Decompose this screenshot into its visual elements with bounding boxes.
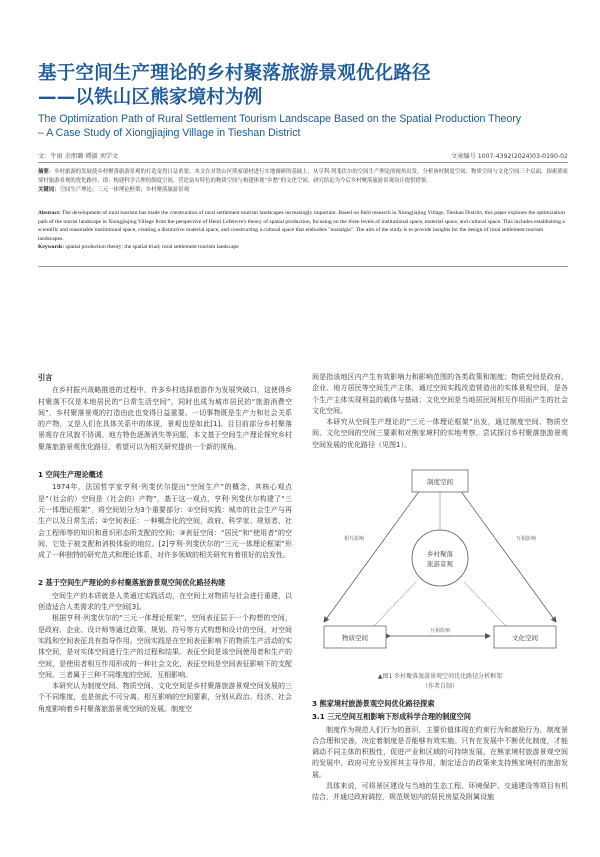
section-2-heading: 2 基于空间生产理论的乡村聚落旅游景观空间优化路径构建 bbox=[38, 578, 226, 588]
center-label-line1: 乡村聚落 bbox=[427, 550, 453, 558]
link-bottom-left bbox=[374, 582, 416, 626]
section-3-1-paragraph-2: 具体来说，可将景区建设与当地的生态工程、环境保护、交通建设等项目有机结合，并通过政府调控，规范规划内的居民房屋及附属设施 bbox=[312, 782, 568, 802]
chinese-abstract bbox=[38, 168, 568, 195]
chinese-title-line2: ——以铁山区熊家境村为例 bbox=[38, 87, 263, 108]
keywords-en-label: Keywords: bbox=[38, 244, 65, 251]
label-cultural-space: 文化空间 bbox=[512, 634, 538, 642]
figure-caption bbox=[312, 672, 568, 692]
keywords-cn: 空间生产理论；三元一体理论框架；乡村聚落旅游景观 bbox=[59, 187, 189, 193]
chinese-title bbox=[38, 62, 431, 110]
document-code: 文章编号 1007-4392(2024)03-0190-02 bbox=[451, 153, 568, 160]
figure-1-diagram bbox=[312, 462, 568, 672]
center-circle bbox=[412, 530, 468, 586]
english-title bbox=[38, 113, 578, 140]
meta-row bbox=[38, 151, 568, 160]
keywords-cn-label: 关键词： bbox=[38, 187, 60, 193]
figure-caption-line1: ▲图1 乡村聚落旅游景观空间优化路径分析框架 bbox=[377, 673, 503, 680]
edge-label-bottom: 互相影响 bbox=[429, 628, 451, 634]
arrow-right bbox=[460, 490, 556, 622]
left-column bbox=[38, 372, 292, 715]
english-title-line1: The Optimization Path of Rural Settlement Tourism Landscape Based on the Spatial Production Theory bbox=[38, 113, 522, 125]
figure-caption-line2: （作者自制） bbox=[421, 683, 458, 690]
intro-heading: 引言 bbox=[38, 373, 53, 382]
chinese-title-line1: 基于空间生产理论的乡村聚落旅游景观优化路径 bbox=[38, 63, 431, 84]
abstract-en-text: The development of rural tourism has made the construction of rural settlement tourism landscapes increasingly important. Based on field research in Xiongjiajing Village, Tieshan District, this paper explores the optimization path of the tourist landscape in Xiongjiajing Village from the perspective of Henri Lefebvre's theory of spatial production, focusing on the three levels of institutional space, material space, and cultural space. This includes establishing a scientific and reasonable institutional space, creating a distinctive material space, and constructing a cultural space that embodies "nostalgia". The aim of the study is to provide insights for the design of rural settlement tourism landscapes. bbox=[38, 210, 565, 242]
arrow-left bbox=[324, 490, 420, 622]
right-column-bottom bbox=[312, 698, 568, 804]
abstract-en-label: Abstract: bbox=[38, 210, 61, 216]
section-3-1-paragraph-1: 制度作为规范人们行为的意识，主要价值体现在约束行为和激励行为，制度景合合理和完善，决定着制度是否能够有效实施。只有在发展中不断优化制度，才能调动不同主体的积极性，促进产业和区域的可持续发展。在熊家境村旅游景观空间的发展中，政府可充分发挥其主导作用，制定适合的政策来支持熊家境村的旅游发展。 bbox=[312, 725, 568, 779]
section-3-heading: 3 熊家境村旅游景观空间优化路径探索 bbox=[312, 699, 435, 708]
section-3-1-heading: 3.1 三元空间互相影响下形成科学合理的制度空间 bbox=[312, 712, 471, 722]
english-abstract bbox=[38, 209, 568, 252]
section-2-paragraph-2: 根据亨利·列斐伏尔的“三元一体理论框架”，空间表征层于一个构想的空间，是政府、企业、设计师等通过政策、规划、符号等方式构想和设计的空间，对空间实践和空间表征具有指导作用。空间实践是在空间表征影响下的物质生产活动的实体空间，是对实体空间进行生产的过程和结果。表征空间是该空间使用者和生产的空间，是使用者相互作用形成的一种社会文化，表征空间是空间表征影响下的支配空间。三者属于三种不同维度的空间，互相影响。 bbox=[38, 614, 292, 679]
intro-paragraph: 在乡村振兴战略推进的过程中，许多乡村选择旅游作为发展突破口，这使得乡村聚落不仅是本地居民的“日常生活空间”，同时也成为城市居民的“旅游消费空间”，乡村聚落景观的打造由此也变得日益重要。一切事物既是生产力和社会关系的产物，又是人们在具体关系中的体现，景观也是如此[1]。目目前部分乡村聚落景观存在风貌不协调、地方特色逐渐消失等问题，本文基于空间生产理论探究乡村聚落旅游景观优化路径，希望可以为相关研究提供一个新的视角。 bbox=[38, 386, 292, 451]
edge-label-left: 相互影响 bbox=[343, 536, 365, 542]
label-institutional-space: 制度空间 bbox=[427, 478, 453, 486]
center-label-line2: 旅游景观 bbox=[427, 560, 453, 568]
section-1-paragraph: 1974年，法国哲学家亨利·列斐伏尔提出“空间生产”的概念，其核心观点是“（社会的）空间是（社会的）产物”，基于这一观点，亨利·列斐伏尔构建了“三元一体理论框架”，将空间划分为3个重要部分：①空间实践：城市的社会生产与再生产以及日常生活；②空间表征：一种概念化的空间，政府、科学家、规划者、社会工程师等的知识和意识形态所支配的空间；③表征空间：“居民”和“使用者”的空间，它处于被支配和消极体验的地位。[2]亨利·列斐伏尔的“三元一体理论框架”形成了一种独特的研究范式和理论体系，对许多领域的相关研究有着很好的启发性。 bbox=[38, 483, 292, 560]
abstract-divider bbox=[38, 266, 568, 267]
right-column-top bbox=[312, 372, 568, 451]
figure-intro-paragraph: 本研究从空间生产理论的“三元一体理论框架”出发，通过制度空间、物质空间、文化空间的空间三要素和对熊家境村的实地考察，尝试探讨乡村聚落旅游景观空间发展的优化路径（见图1）。 bbox=[312, 418, 568, 449]
section-2-paragraph-3: 本研究认为制度空间、物质空间、文化空间是乡村聚落旅游景观空间发展的三个不同维度，也是彼此不可分离、相互影响的空间要素，分别从政治、经济、社会角度影响着乡村聚落旅游景观空间的发展。制度空 bbox=[38, 682, 292, 713]
link-bottom-right bbox=[464, 582, 506, 626]
section-1-heading: 1 空间生产理论概述 bbox=[38, 470, 104, 480]
keywords-en: spatial production theory; the spatial triad; rural settlement tourism landscape bbox=[65, 244, 239, 251]
english-title-line2: – A Case Study of Xiongjiajing Village in Tieshan District bbox=[38, 126, 301, 139]
authors: 文：牛雨 余朋璐 谭淑 刘学文 bbox=[38, 153, 119, 160]
section-2-paragraph-1: 空间生产的本质就是人类通过实践活动，在空间上对物质与社会进行重建，以创造适合人类需求的生产空间[3]。 bbox=[38, 591, 292, 612]
edge-label-right: 互相影响 bbox=[515, 536, 537, 542]
label-material-space: 物质空间 bbox=[342, 634, 368, 642]
abstract-cn-text: 乡村旅游的发展使乡村聚落旅游景观的打造变得日益重要。本文在对铁山区熊家境村进行实地调研的基础上，从亨利·列斐伏尔的空间生产理论的视角出发，分析该村制度空间、物质空间与文化空间三个层面，探索熊家境村旅游景观的优化路径，即：构建科学合理的制度空间，营造富有特色的物质空间与构建体现“乡愁”的文化空间，研究结论为今后乡村聚落旅游景观设计提供借鉴。 bbox=[38, 169, 569, 184]
abstract-cn-label: 摘要： bbox=[38, 169, 55, 175]
continued-paragraph: 间是指该地区内产生有效影响力和影响范围的各类政策和制度；物质空间是政府、企业、地方居民等空间生产主体，通过空间实践改造营造出的实体景观空间，是各个生产主体实现利益的载体与基础；文化空间是当地居民间相互作用而产生的社会文化空间。 bbox=[312, 373, 568, 415]
top-divider bbox=[38, 162, 568, 163]
